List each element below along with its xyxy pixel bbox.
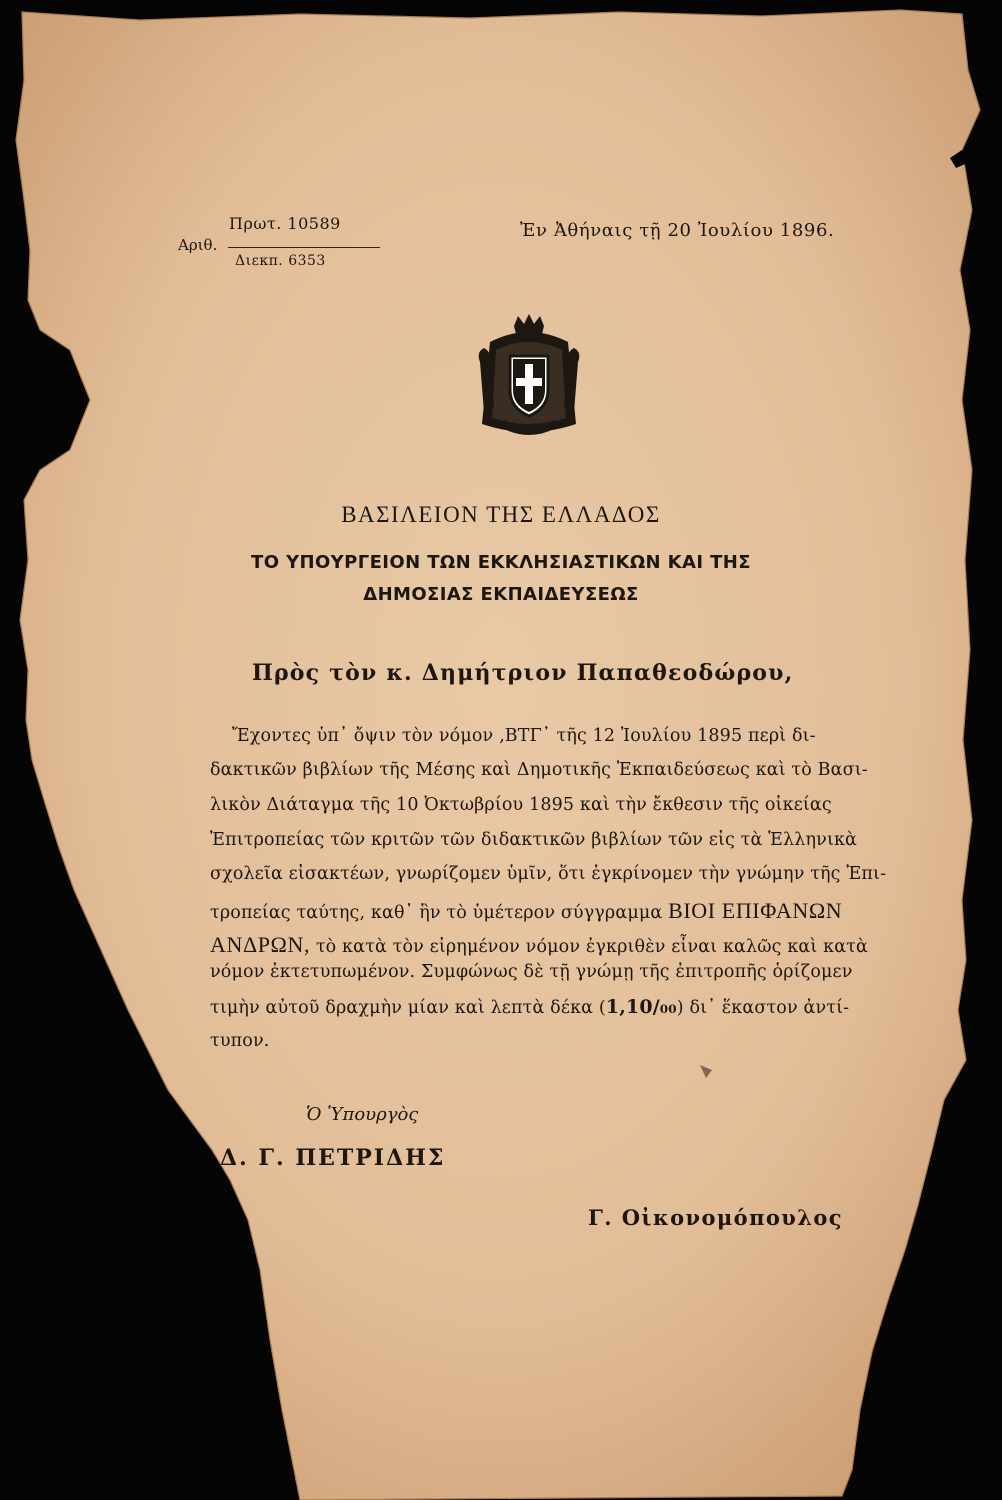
body-line-7-text: τὸ κατὰ τὸν εἰρημένον νόμον ἐγκριθὲν εἶναι καλῶς καὶ κατὰ	[315, 937, 868, 957]
price-value: 1,10/₀₀	[605, 996, 677, 1018]
body-line-1: Ἔχοντες ὑπ᾽ ὄψιν τὸν νόμον ‚ΒΤΓ᾽ τῆς 12 Ἰουλίου 1895 περὶ δι-	[232, 726, 816, 746]
body-line-3: λικὸν Διάταγμα τῆς 10 Ὀκτωβρίου 1895 καὶ τὴν ἔκθεσιν τῆς οἰκείας	[210, 795, 832, 815]
protocol-number: Πρωτ. 10589	[229, 214, 341, 233]
body-line-10: τυπον.	[210, 1031, 270, 1051]
body-line-2: δακτικῶν βιβλίων τῆς Μέσης καὶ Δημοτικῆς Ἐκπαιδεύσεως καὶ τὸ Βασι-	[210, 760, 868, 780]
royal-coat-of-arms-icon	[470, 312, 588, 444]
body-line-8: νόμον ἐκτετυπωμένον. Συμφώνως δὲ τῇ γνώμῃ τῆς ἐπιτροπῆς ὁρίζομεν	[210, 962, 853, 982]
body-line-5: σχολεῖα εἰσακτέων, γνωρίζομεν ὑμῖν, ὅτι ἐγκρίνομεν τὴν γνώμην τῆς Ἐπι-	[210, 864, 887, 884]
secretary-name: Γ. Οἰκονομόπουλος	[588, 1205, 843, 1230]
dispatch-number: Διεκπ. 6353	[235, 253, 326, 269]
kingdom-heading: ΒΑΣΙΛΕΙΟΝ ΤΗΣ ΕΛΛΑΔΟΣ	[341, 502, 661, 527]
book-title-part-2: ΑΝΔΡΩΝ,	[210, 932, 311, 957]
minister-title: Ὁ Ὑπουργὸς	[306, 1104, 419, 1125]
addressee: Πρὸς τὸν κ. Δημήτριον Παπαθεοδώρου,	[252, 660, 794, 686]
price-text-after: ) δι᾽ ἕκαστον ἀντί-	[676, 998, 850, 1018]
ministry-heading-line2: ΔΗΜΟΣΙΑΣ ΕΚΠΑΙΔΕΥΣΕΩΣ	[363, 584, 639, 605]
ref-number-label: Αριθ.	[178, 236, 218, 254]
place-date: Ἐν Ἀθήναις τῇ 20 Ἰουλίου 1896.	[520, 220, 835, 241]
body-line-6-text: τροπείας ταύτης, καθ᾽ ἣν τὸ ὑμέτερον σύγγραμμα	[210, 903, 663, 923]
ref-number-divider	[228, 247, 380, 248]
body-line-4: Ἐπιτροπείας τῶν κριτῶν τῶν διδακτικῶν βιβλίων τῶν εἰς τὰ Ἑλληνικὰ	[210, 830, 858, 850]
body-line-9	[210, 996, 849, 1018]
book-title-part-1: ΒΙΟΙ ΕΠΙΦΑΝΩΝ	[668, 898, 843, 923]
body-line-6	[210, 898, 842, 924]
ministry-heading-line1: ΤΟ ΥΠΟΥΡΓΕΙΟΝ ΤΩΝ ΕΚΚΛΗΣΙΑΣΤΙΚΩΝ ΚΑΙ ΤΗΣ	[251, 552, 751, 573]
minister-name: Δ. Γ. ΠΕΤΡΙΔΗΣ	[220, 1145, 446, 1171]
body-line-7	[210, 932, 868, 958]
price-text-before: τιμὴν αὐτοῦ δραχμὴν μίαν καὶ λεπτὰ δέκα (	[210, 998, 606, 1018]
